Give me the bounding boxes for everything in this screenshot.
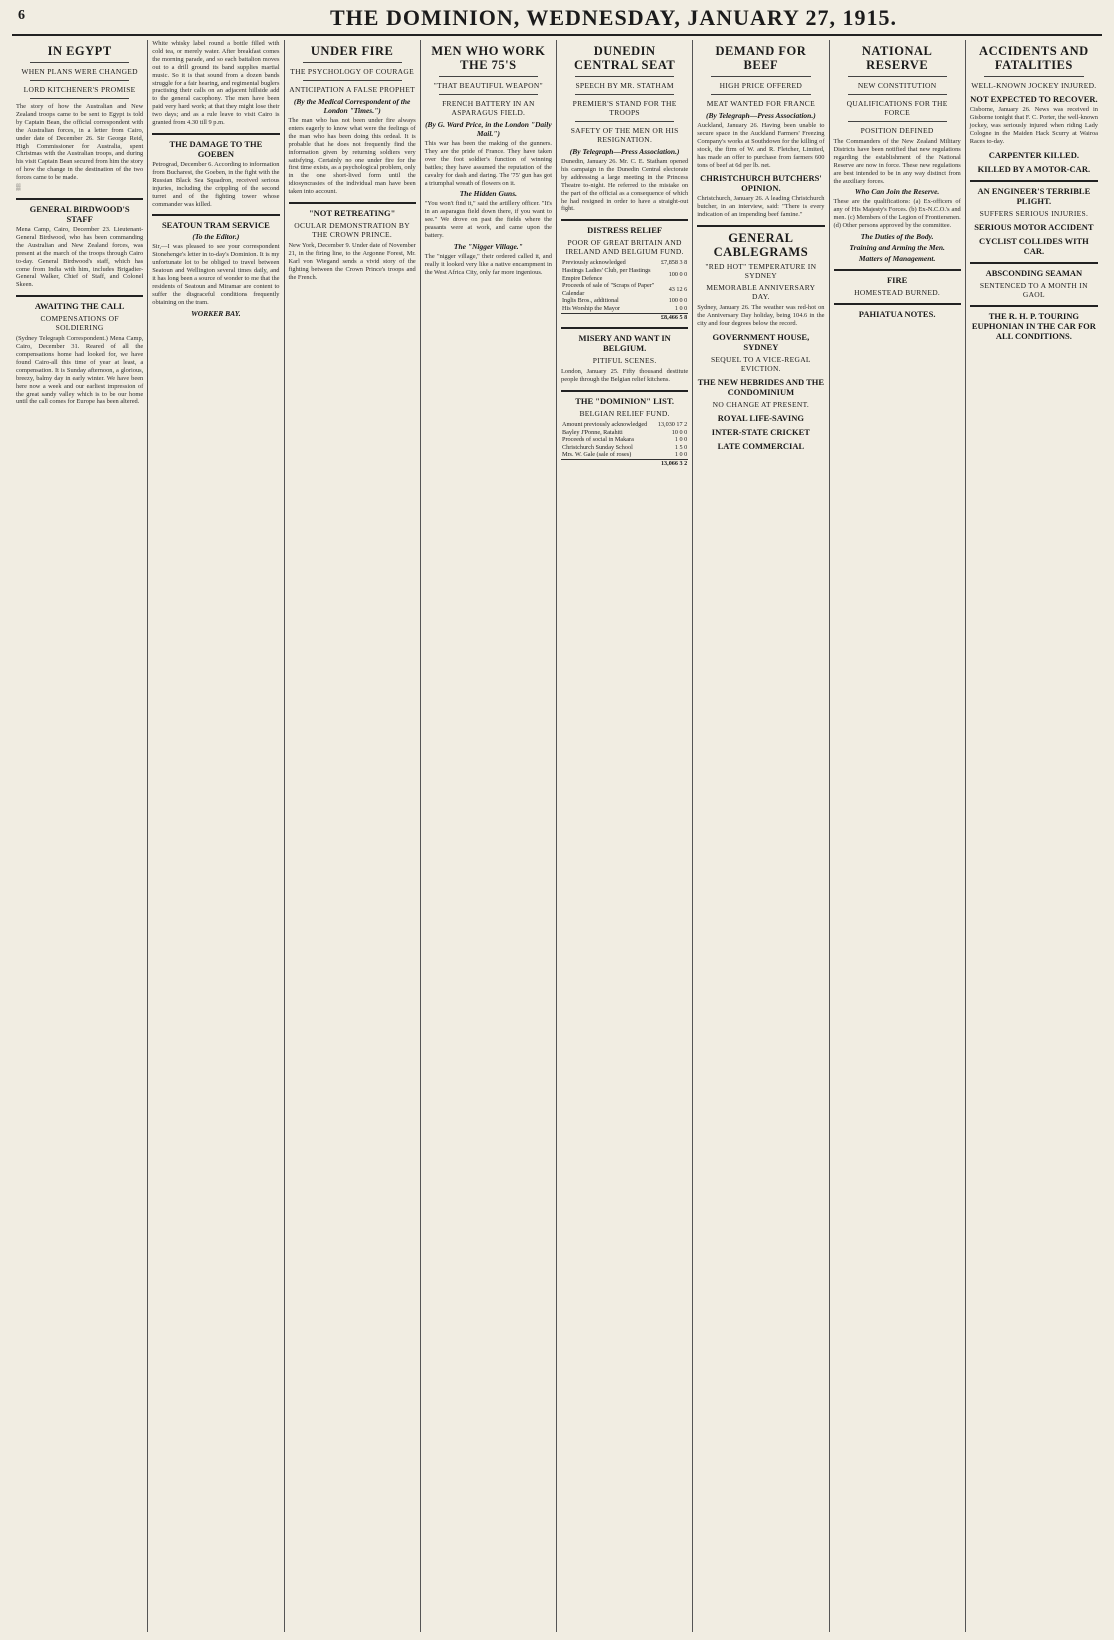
headline-fire: FIRE [886,275,908,286]
masthead-rule [12,34,1102,36]
deck-beautiful-weapon: "THAT BEAUTIFUL WEAPON" [433,81,543,90]
headline-touring-car: THE R. H. P. TOURING EUPHONIAN IN THE CAR FOR ALL CONDITIONS. [971,310,1096,341]
table-row: Previously acknowledged £7,858 3 8 [562,259,688,267]
column-8 [966,40,1102,1632]
column-5 [557,40,693,1632]
deck-qualifications: QUALIFICATIONS FOR THE FORCE [846,99,948,117]
table-row: Proceeds of social in Makara 1 0 0 [562,436,688,444]
deck-belgian-fund: BELGIAN RELIEF FUND. [579,408,670,418]
headline-not-retreating: "NOT RETREATING" [308,208,396,219]
table-row: Mrs. W. Gale (sale of roses) 1 0 0 [562,451,688,459]
headline-engineer-plight: AN ENGINEER'S TERRIBLE PLIGHT. [977,185,1091,206]
table-total: £8,466 5 8 [561,313,688,321]
headline-new-hebrides: THE NEW HEBRIDES AND THE CONDOMINIUM [697,376,825,397]
column-7 [830,40,966,1632]
headline-killed-motor-car: KILLED BY A MOTOR-CAR. [977,163,1091,174]
headline-national-reserve: NATIONAL RESERVE [861,44,933,72]
headline-late-commercial: LATE COMMERCIAL [717,440,805,451]
headline-in-egypt: IN EGYPT [47,44,112,58]
headline-accidents: ACCIDENTS AND FATALITIES [979,44,1089,72]
headline-demand-beef: DEMAND FOR BEEF [715,44,807,72]
column-2 [148,40,284,1632]
headline-seatoun-tram: SEATOUN TRAM SERVICE [161,220,270,231]
deck-asparagus: FRENCH BATTERY IN AN ASPARAGUS FIELD. [442,99,535,117]
article-body: (Sydney Telegraph Correspondent.) Mena Camp, Cairo, December 31. Reared of all the compensations home had looked for, we have found Cairo-all this time of year at least, a compensation. It is Sunday afternoon, a glorious, breezy, balmy day in early winter. We have been here now a week and our earliest impression of the great sandy valley which is to be our home until the call comes for Europe has been altered. [16,335,144,406]
article-body: Sir,—I was pleased to see your correspondent Stonehenge's letter in to-day's Dominion. It is my unfortunate lot to be obliged to travel between Seatoun and Wellington several times daily, and it has long been a source of wonder to me that the residents of Seatoun and Miramar are content to suffer the disgraceful conditions frequently obtaining on the tram. [152,243,280,306]
headline-general-cablegrams: GENERAL CABLEGRAMS [713,231,809,260]
subhead-hidden-guns: The Hidden Guns. [459,189,518,199]
table-row: Christchurch Sunday School 1 5 0 [562,443,688,451]
article-body: Auckland, January 26. Having been unable to secure space in the Auckland Farmers' Freezing Company's works at Southdown for the killing of stock, the firm of W. and R. Fletcher, Limited, has made an offer to purchase from farmers 600 tons of beef at 6d per lb. net. [697,122,825,169]
article-body: Dunedin, January 26. Mr. C. E. Statham opened his campaign in the Dunedin Central electorate by addressing a large meeting in the Princess Theatre to-night. He referred to the mistake on the part of the official as a consequence of which he had resigned in order to have a straight-out fight. [561,158,689,213]
headline-dunedin-central: DUNEDIN CENTRAL SEAT [573,44,676,72]
deck-serious-injuries: SUFFERS SERIOUS INJURIES. [979,208,1089,218]
deck-crown-prince: OCULAR DEMONSTRATION BY THE CROWN PRINCE. [294,221,410,240]
article-body: New York, December 9. Under date of November 21, in the firing line, to the Argonne Forest, Mr. Karl von Wiegand sends a vivid story of the fighting between the Crown Prince's troops and the French. [288,242,416,281]
headline-men-75s: MEN WHO WORK THE 75'S [431,44,546,72]
headline-distress-relief: DISTRESS RELIEF [587,225,663,236]
fund-table [561,259,688,321]
table-row: Proceeds of sale of "Scraps of Paper" Calendar 43 12 6 [562,282,688,297]
headline-royal-life-saving: ROYAL LIFE-SAVING [717,412,804,423]
table-row: Hastings Ladies' Club, per Hastings Empire Defence 100 0 0 [562,266,688,282]
deck-red-hot: "RED HOT" TEMPERATURE IN SYDNEY [705,262,817,281]
deck-anniversary: MEMORABLE ANNIVERSARY DAY. [706,283,816,302]
subhead-management: Matters of Management. [858,254,936,264]
letter-signoff: WORKER BAY. [191,308,241,318]
deck-psychology: THE PSYCHOLOGY OF COURAGE [290,67,414,76]
headline-birdwood-staff: GENERAL BIRDWOOD'S STAFF [29,203,130,224]
article-body: These are the qualifications: (a) Ex-officers of any of His Majesty's Forces. (b) Ex-N.C.O.'s and men. (c) Members of the Legion of Frontiersmen. (d) Other persons approved by the committee. [833,198,961,230]
deck-relief-fund: POOR OF GREAT BRITAIN AND IRELAND AND BELGIUM FUND. [565,238,684,257]
deck-anticipation: ANTICIPATION A FALSE PROPHET [289,85,415,94]
article-body: Cisborne, January 26. News was received in Gisborne tonight that F. C. Porter, the well-known jockey, was seriously injured when riding Lady Cologne in the Maiden Hack Scurry at Wairoa Races to-day. [969,106,1098,145]
article-body: London, January 25. Fifty thousand destitute people through the Belgian relief kitchens. [561,368,689,383]
article-body: The man who has not been under fire always enters eagerly to know what were the feelings of the man who has been doing this ordeal. It is probable that he does not frequently find the information given by returning soldiers very satisfying. Certainly no one under fire for the first time exists, as a psychological problem, only in the one short-lived form until the idiosyncrasies of the individual man have been taken into account. [288,117,416,196]
newspaper-columns [12,40,1102,1632]
deck-pitiful: PITIFUL SCENES. [592,356,657,366]
deck-statham: SPEECH BY MR. STATHAM [575,81,674,90]
deck-jockey-injured: WELL-KNOWN JOCKEY INJURED. [971,81,1097,90]
table-total: 13,066 3 2 [561,459,688,467]
article-body: Sydney, January 26. The weather was red-hot on the Anniversary Day holiday, being 104.6 in the city and four degrees below the record. [697,304,825,327]
table-row: Inglis Bros., additional 100 0 0 [562,297,688,305]
headline-inter-state-cricket: INTER-STATE CRICKET [711,426,810,437]
subhead-training: Training and Arming the Men. [849,243,945,253]
article-body: "You won't find it," said the artillery officer. "It's in an asparagus field down there, if you want to see." We drove on past the fields where the peasants were at work, and came upon the battery. [424,200,552,240]
table-row: Amount previously acknowledged 13,030 17 2 [562,420,688,428]
column-4 [421,40,557,1632]
headline-misery-belgium: MISERY AND WANT IN BELGIUM. [578,333,671,354]
article-body: This war has been the making of the gunners. They are the pride of France. They have taken over the foot soldier's function of winning battles; they have assumed the reputation of the cavalry for dash and daring. The '75' gun has got a triumphal wreath of flowers on it. [424,140,552,187]
deck-new-constitution: NEW CONSTITUTION [857,81,937,90]
deck-homestead-burned: HOMESTEAD BURNED. [854,288,941,298]
deck-kitchener: LORD KITCHENER'S PROMISE [23,85,136,94]
credit-line: (By the Medical Correspondent of the London "Times.") [293,97,411,115]
headline-goeben: THE DAMAGE TO THE GOEBEN [169,138,263,159]
column-6 [693,40,829,1632]
article-body: Petrograd, December 6. According to information from Bucharest, the Goeben, in the fight with the Russian Black Sea Squadron, received serious injuries, including the crippling of the second turret and of the fighting tower whose commander was killed. [152,160,280,208]
headline-serious-motor-accident: SERIOUS MOTOR ACCIDENT [974,221,1094,232]
headline-absconding-seaman: ABSCONDING SEAMAN [985,267,1083,278]
table-row: His Worship the Mayor 1 0 0 [562,304,688,312]
deck-no-change: NO CHANGE AT PRESENT. [712,399,810,409]
credit-line: (By G. Ward Price, in the London "Daily Mail.") [425,120,552,138]
headline-pahiatua-notes: PAHIATUA NOTES. [858,309,936,320]
subhead-who-can-join: Who Can Join the Reserve. [854,187,940,197]
article-body: Mena Camp, Cairo, December 23. Lieutenant-General Birdwood, who has been commanding the Australian and New Zealand forces, was present at the march of the troops through Cairo to-day. General Birdwood's staff, which has come from India with him, includes Brigadier-General Walker, Chief of Staff, and Colonel Skeen. [16,225,144,289]
deck-to-editor: (To the Editor.) [192,232,240,242]
article-body: The Commanders of the New Zealand Military Districts have been notified that new regulations regarding the establishment of the National Reserve are now in force. These new regulations are best intended to be in any way distinct from the auxiliary forces. [833,138,961,185]
headline-cyclist-collides: CYCLIST COLLIDES WITH CAR. [978,235,1089,256]
table-row: Bayley J'Ponne, Ratahiti 10 0 0 [562,428,688,436]
deck-meat-france: MEAT WANTED FOR FRANCE [706,99,815,108]
headline-not-expected: NOT EXPECTED TO RECOVER. [970,94,1098,104]
headline-dominion-list: THE "DOMINION" LIST. [575,395,675,406]
deck-high-price: HIGH PRICE OFFERED [719,81,803,90]
deck-position-defined: POSITION DEFINED [860,126,934,135]
credit-line: (By Telegraph—Press Association.) [706,111,816,120]
headline-government-house: GOVERNMENT HOUSE, SYDNEY [712,331,810,352]
headline-carpenter-killed: CARPENTER KILLED. [988,149,1079,160]
article-body: The "nigger village," their ordered called it, and really it looked very like a native encampment in the West Africa City, only far more ingenious. [424,252,552,276]
column-1: IN EGYPT WHEN PLANS WERE CHANGED LORD KITCHENER'S PROMISE The story of how the Australian and New Zealand troops came to be sent to Egypt is told by Captain Bean, the official correspondent with the Australian forces, in a letter from Cairo, under date of December 26. Sir George Reid, High Commissioner for Australia, spent Christmas with the Australian troops, and during his visit Captain Bean secured from him the story of how the change in the destination of the two forces came to be made. ▒ GENERAL BIRDWOOD'S STAFF Mena Camp, Cairo, December 23. Lieutenant-General Birdwood, who has been commanding the Australian and New Zealand forces, was present at the march of the troops through Cairo to-day. General Birdwood's staff, which has come from India with him, includes Brigadier-General Walker, Chief of Staff, and Colonel Skeen. AWAITING THE CALL COMPENSATIONS OF SOLDIERING (Sydney Telegraph Correspondent.) Mena Camp, Cairo, December 31. Reared of all the compensations home had looked for, we have found Cairo-all this time of year at least, a compensation. It is Sunday afternoon, a glorious, breezy, balmy day in early winter. We have been here now a week and our earliest impression of the great sandy valley which is to be our home until the call comes for Europe has been altered. [12,40,148,1632]
headline-christchurch-butchers: CHRISTCHURCH BUTCHERS' OPINION. [700,173,822,194]
newspaper-title: THE DOMINION, WEDNESDAY, JANUARY 27, 1915. [330,5,898,30]
deck-resignation: SAFETY OF THE MEN OR HIS RESIGNATION. [570,126,679,144]
column-3 [285,40,421,1632]
subhead-nigger-village: The "Nigger Village." [453,241,523,251]
deck-premier: PREMIER'S STAND FOR THE TROOPS [572,99,677,117]
deck-vice-regal: SEQUEL TO A VICE-REGAL EVICTION. [710,354,811,373]
headline-under-fire: UNDER FIRE [310,44,394,58]
list-table [561,421,688,468]
article-body: White whisky label round a bottle filled with cold tea, or merely water. After breakfast comes the morning parade, and so each battalion moves out to a drill ground its band supplies martial music. So it is that sound from a dozen bands struggle for a fair hearing, and regimental buglers practising their calls on an adjacent hillside add to the general cacophony. The men have been paid very hard work; at that they might lose their two days; and as a rule leave to visit Cairo is granted from 4.30 till 9 p.m. [152,40,280,127]
credit-line: (By Telegraph—Press Association.) [569,147,680,156]
deck-soldiering: COMPENSATIONS OF SOLDIERING [40,314,119,333]
deck-plans-changed: WHEN PLANS WERE CHANGED [21,67,138,76]
article-body: The story of how the Australian and New Zealand troops came to be sent to Egypt is told by Captain Bean, the official correspondent with the Australian forces, in a letter from Cairo, under date of December 26. Sir George Reid, High Commissioner for Australia, spent Christmas with the Australian troops, and during his visit Captain Bean secured from him the story of how the change in the destination of the two forces came to be made. [16,103,144,182]
headline-awaiting-call: AWAITING THE CALL [34,301,125,312]
subhead-duties: The Duties of the Body. [860,232,934,242]
page-number: 6 [18,8,25,23]
deck-month-gaol: SENTENCED TO A MONTH IN GAOL [979,280,1088,299]
article-body: Christchurch, January 26. A leading Christchurch butcher, in an interview, said: "There is every indication of an impending beef famine." [697,195,825,219]
